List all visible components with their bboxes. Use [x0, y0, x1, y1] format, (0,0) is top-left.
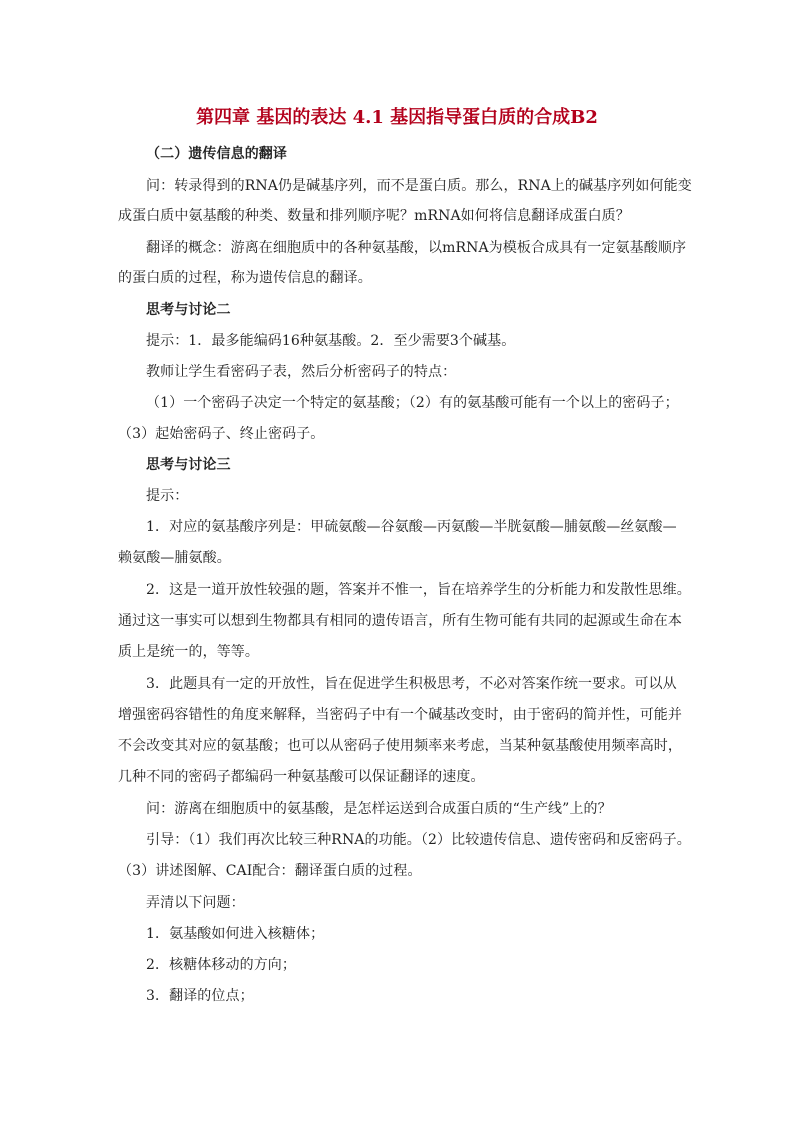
list-item: 2．核糖体移动的方向； [146, 957, 297, 973]
paragraph-line: （3）讲述图解、CAI配合：翻译蛋白质的过程。 [118, 863, 422, 879]
paragraph-line: 问：游离在细胞质中的氨基酸，是怎样运送到合成蛋白质的“生产线”上的？ [146, 801, 612, 817]
paragraph-line: 1．对应的氨基酸序列是：甲硫氨酸—谷氨酸—丙氨酸—半胱氨酸—脯氨酸—丝氨酸— [146, 519, 677, 535]
paragraph-line: 几种不同的密码子都编码一种氨基酸可以保证翻译的速度。 [118, 769, 485, 785]
list-item: 3．翻译的位点； [146, 988, 254, 1004]
paragraph-line: 增强密码容错性的角度来解释，当密码子中有一个碱基改变时，由于密码的简并性，可能并 [118, 707, 682, 723]
paragraph-line: 3．此题具有一定的开放性，旨在促进学生积极思考，不必对答案作统一要求。可以从 [146, 676, 677, 692]
document-title: 第四章 基因的表达 4.1 基因指导蛋白质的合成B2 [196, 107, 598, 128]
paragraph-line: 教师让学生看密码子表，然后分析密码子的特点： [146, 364, 457, 380]
paragraph-line: 提示：1．最多能编码16种氨基酸。2．至少需要3个碱基。 [146, 333, 516, 349]
discussion-heading: 思考与讨论二 [146, 302, 231, 318]
paragraph-line: 引导：（1）我们再次比较三种RNA的功能。（2）比较遗传信息、遗传密码和反密码子。 [146, 832, 691, 848]
list-item: 1．氨基酸如何进入核糖体； [146, 926, 325, 942]
paragraph-line: 问：转录得到的RNA仍是碱基序列，而不是蛋白质。那么，RNA上的碱基序列如何能变 [146, 178, 692, 194]
paragraph-line: 赖氨酸—脯氨酸。 [118, 550, 231, 566]
paragraph-line: 成蛋白质中氨基酸的种类、数量和排列顺序呢？mRNA如何将信息翻译成蛋白质？ [118, 208, 630, 224]
paragraph-line: 提示： [146, 488, 189, 504]
paragraph-line: （1）一个密码子决定一个特定的氨基酸；（2）有的氨基酸可能有一个以上的密码子； [146, 395, 679, 411]
discussion-heading: 思考与讨论三 [146, 457, 231, 473]
paragraph-line: （3）起始密码子、终止密码子。 [118, 426, 325, 442]
paragraph-line: 不会改变其对应的氨基酸；也可以从密码子使用频率来考虑，当某种氨基酸使用频率高时， [118, 738, 682, 754]
paragraph-line: 翻译的概念：游离在细胞质中的各种氨基酸，以mRNA为模板合成具有一定氨基酸顺序 [146, 240, 687, 256]
section-heading: （二）遗传信息的翻译 [146, 146, 287, 162]
paragraph-line: 的蛋白质的过程，称为遗传信息的翻译。 [118, 270, 372, 286]
paragraph-line: 质上是统一的，等等。 [118, 644, 259, 660]
paragraph-line: 通过这一事实可以想到生物都具有相同的遗传语言，所有生物可能有共同的起源或生命在本 [118, 613, 682, 629]
paragraph-line: 2．这是一道开放性较强的题，答案并不惟一，旨在培养学生的分析能力和发散性思维。 [146, 582, 691, 598]
paragraph-line: 弄清以下问题： [146, 895, 245, 911]
